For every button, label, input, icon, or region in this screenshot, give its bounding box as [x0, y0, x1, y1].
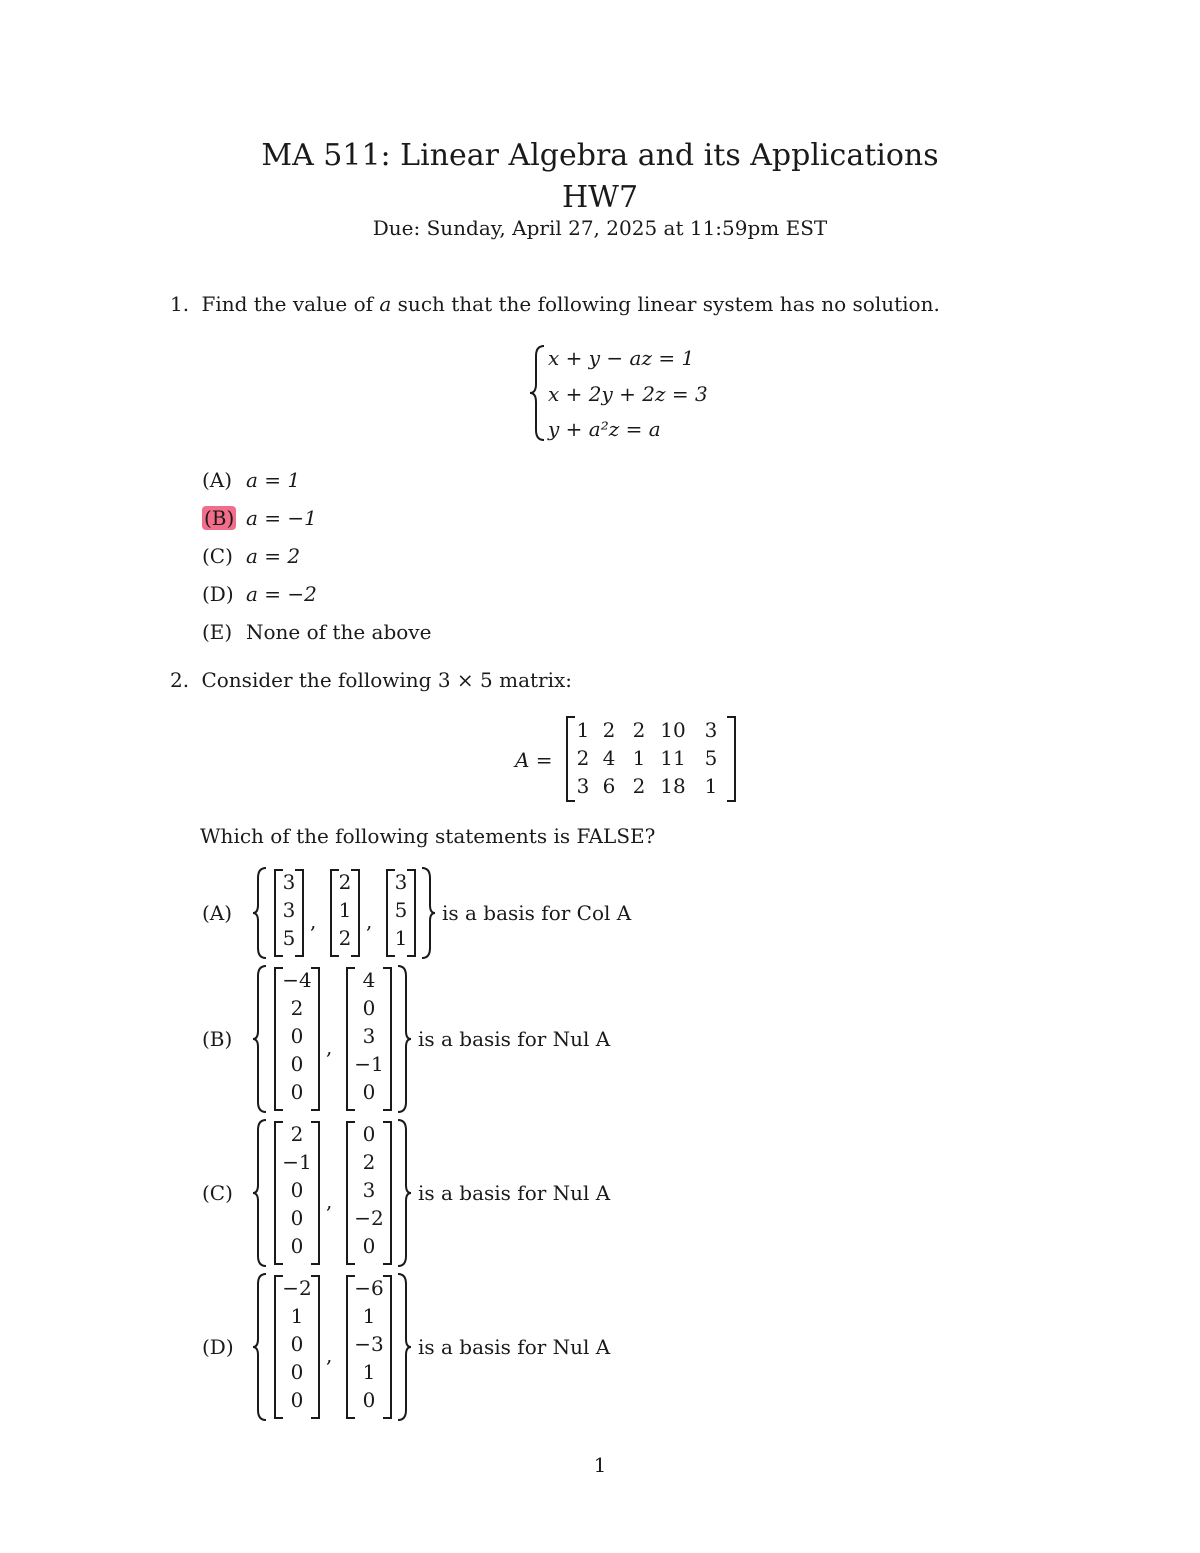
matrix-cell: 11	[660, 746, 686, 770]
vector-entry: −2	[354, 1206, 384, 1230]
q2-statement	[170, 668, 572, 692]
vector-entry: 0	[290, 1206, 304, 1230]
vector-entry: 0	[362, 996, 376, 1020]
column-vector	[274, 967, 320, 1111]
matrix-cell: 18	[660, 774, 686, 798]
vector-entry: 1	[290, 1304, 304, 1328]
q1-option-c-label: (C)	[202, 544, 233, 568]
matrix-right-bracket	[727, 716, 736, 802]
due-date: Due: Sunday, April 27, 2025 at 11:59pm EST	[372, 216, 828, 240]
vector-entry: 3	[362, 1178, 376, 1202]
page-number: 1	[593, 1453, 607, 1477]
vector-entry: 1	[338, 898, 352, 922]
vector-entry: 0	[290, 1332, 304, 1356]
q1-equation-1: x + y − az = 1	[548, 346, 695, 370]
q2-option-label: (D)	[202, 1335, 234, 1359]
matrix-cell: 2	[602, 718, 616, 742]
matrix-cell: 10	[660, 718, 686, 742]
column-vector	[330, 869, 360, 957]
column-vector	[346, 1121, 392, 1265]
matrix-cell: 5	[704, 746, 718, 770]
vector-entry: −6	[354, 1276, 384, 1300]
vector-separator: ,	[366, 909, 373, 933]
matrix-cell: 1	[632, 746, 646, 770]
vector-entry: 0	[290, 1080, 304, 1104]
column-vector	[346, 1275, 392, 1419]
matrix-cell: 4	[602, 746, 616, 770]
vector-entry: 1	[394, 926, 408, 950]
q1-option-b-text: a = −1	[246, 506, 317, 530]
vector-entry: 2	[338, 926, 352, 950]
matrix-cell: 2	[632, 774, 646, 798]
vector-entry: 0	[290, 1360, 304, 1384]
q1-option-b-label-highlighted: (B)	[204, 506, 235, 530]
set-left-brace	[252, 964, 268, 1114]
q2-option-suffix: is a basis for Nul A	[418, 1181, 611, 1205]
set-right-brace	[396, 1118, 412, 1268]
vector-entry: −3	[354, 1332, 384, 1356]
q1-equation-2: x + 2y + 2z = 3	[548, 382, 708, 406]
vector-entry: 3	[394, 870, 408, 894]
matrix-cell: 2	[576, 746, 590, 770]
q2-option-suffix: is a basis for Nul A	[418, 1335, 611, 1359]
q2-option-suffix: is a basis for Nul A	[418, 1027, 611, 1051]
matrix-cell: 3	[576, 774, 590, 798]
vector-entry: 0	[362, 1122, 376, 1146]
matrix-cell: 1	[576, 718, 590, 742]
set-left-brace	[252, 866, 268, 960]
vector-entry: 0	[290, 1024, 304, 1048]
matrix-cell: 3	[704, 718, 718, 742]
vector-entry: 3	[362, 1024, 376, 1048]
vector-entry: 2	[290, 1122, 304, 1146]
set-right-brace	[396, 1272, 412, 1422]
q1-number: 1.	[170, 292, 190, 316]
vector-entry: −1	[354, 1052, 384, 1076]
q1-option-c	[202, 544, 300, 568]
matrix-cell: 6	[602, 774, 616, 798]
column-vector	[274, 1121, 320, 1265]
vector-entry: 0	[290, 1178, 304, 1202]
q2-text: Consider the following 3 × 5 matrix:	[201, 668, 573, 692]
set-right-brace	[420, 866, 436, 960]
vector-separator: ,	[326, 1189, 333, 1213]
q2-number: 2.	[170, 668, 190, 692]
set-left-brace	[252, 1272, 268, 1422]
q1-option-e-text: None of the above	[246, 620, 432, 644]
q2-option-suffix: is a basis for Col A	[442, 901, 632, 925]
q1-var: a	[379, 292, 392, 316]
set-right-brace	[396, 964, 412, 1114]
q1-text-after: such that the following linear system has no solution.	[397, 292, 940, 316]
vector-entry: 2	[338, 870, 352, 894]
matrix-a	[566, 716, 736, 802]
q1-option-a	[202, 468, 300, 492]
q1-option-a-text: a = 1	[246, 468, 301, 492]
course-title: MA 511: Linear Algebra and its Applications	[261, 138, 939, 173]
vector-entry: 0	[290, 1052, 304, 1076]
vector-entry: 2	[290, 996, 304, 1020]
q2-question: Which of the following statements is FALSE?	[200, 824, 656, 848]
q1-statement	[170, 292, 940, 316]
q2-option-label: (B)	[202, 1027, 233, 1051]
vector-entry: 0	[362, 1388, 376, 1412]
vector-entry: 5	[282, 926, 296, 950]
vector-entry: −1	[282, 1150, 312, 1174]
vector-entry: 5	[394, 898, 408, 922]
vector-entry: 2	[362, 1150, 376, 1174]
vector-entry: 0	[362, 1080, 376, 1104]
vector-entry: 0	[290, 1234, 304, 1258]
q2-option-label: (A)	[202, 901, 233, 925]
system-left-brace	[528, 344, 548, 442]
vector-entry: −4	[282, 968, 312, 992]
vector-separator: ,	[326, 1343, 333, 1367]
vector-entry: 3	[282, 870, 296, 894]
q1-option-e-label: (E)	[202, 620, 233, 644]
column-vector	[274, 869, 304, 957]
vector-entry: −2	[282, 1276, 312, 1300]
q1-option-a-label: (A)	[202, 468, 233, 492]
column-vector	[346, 967, 392, 1111]
vector-entry: 0	[290, 1388, 304, 1412]
q1-option-b	[202, 506, 317, 530]
assignment-title: HW7	[561, 180, 639, 215]
q1-option-d-text: a = −2	[246, 582, 317, 606]
vector-entry: 3	[282, 898, 296, 922]
q1-option-e	[202, 620, 431, 644]
matrix-cell: 2	[632, 718, 646, 742]
vector-entry: 1	[362, 1360, 376, 1384]
q1-option-c-text: a = 2	[246, 544, 301, 568]
vector-separator: ,	[310, 909, 317, 933]
q2-option-label: (C)	[202, 1181, 233, 1205]
matrix-cell: 1	[704, 774, 718, 798]
vector-entry: 1	[362, 1304, 376, 1328]
vector-separator: ,	[326, 1035, 333, 1059]
column-vector	[274, 1275, 320, 1419]
set-left-brace	[252, 1118, 268, 1268]
q1-option-d	[202, 582, 317, 606]
vector-entry: 4	[362, 968, 376, 992]
q1-equation-3: y + a²z = a	[548, 417, 661, 441]
column-vector	[386, 869, 416, 957]
vector-entry: 0	[362, 1234, 376, 1258]
matrix-label: A =	[515, 748, 553, 772]
q1-option-d-label: (D)	[202, 582, 234, 606]
q1-text-before: Find the value of	[201, 292, 374, 316]
